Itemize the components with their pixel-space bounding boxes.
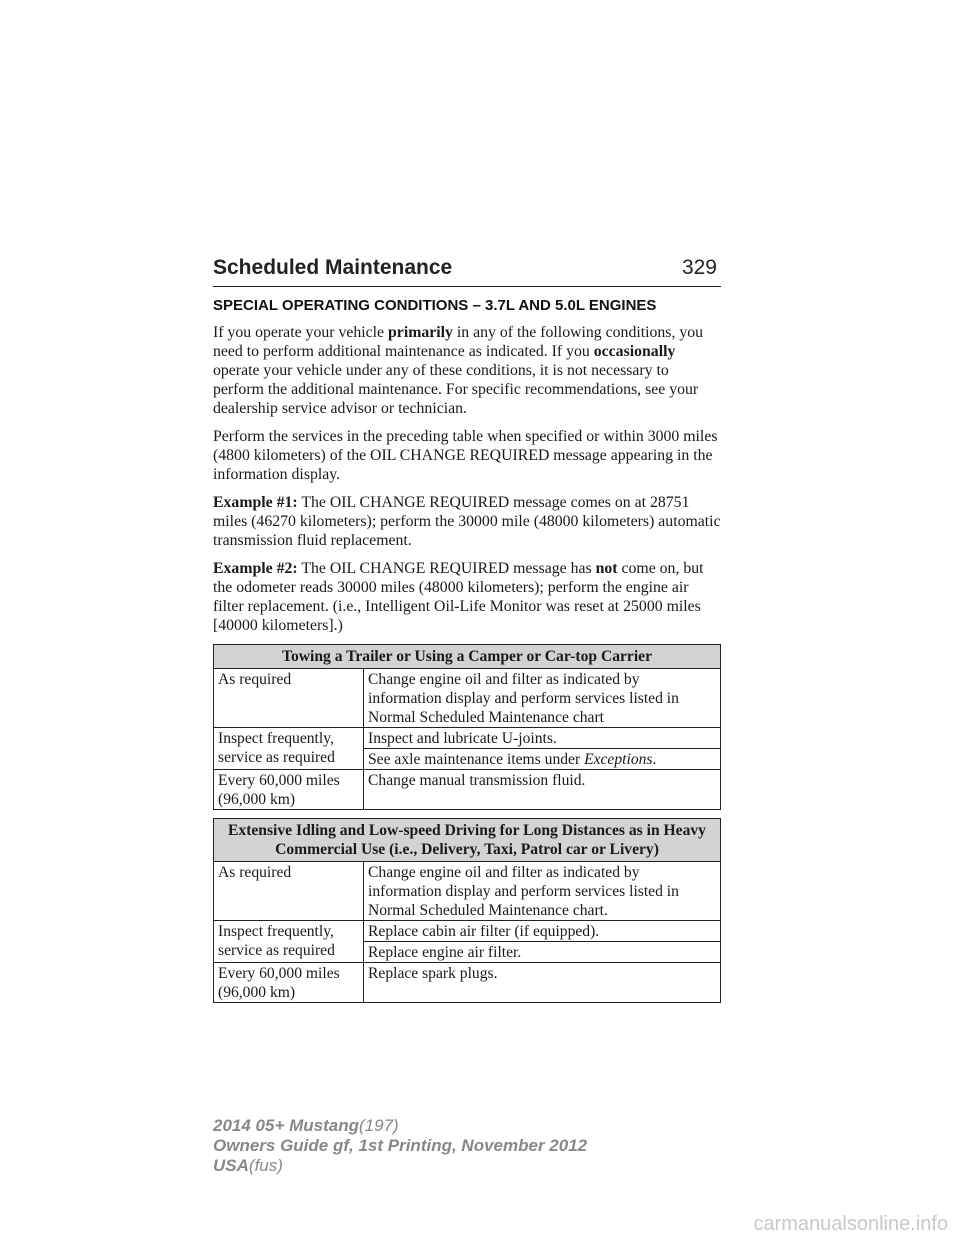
text-run: operate your vehicle under any of these conditions, it is not necessary to perform the additional maintenance. For specific recommendations, see your dealership service advisor or technician. bbox=[213, 362, 699, 417]
table-row bbox=[214, 669, 721, 728]
footer-code: (197) bbox=[359, 1116, 399, 1135]
example-1-label: Example #1: bbox=[213, 494, 298, 511]
interval-cell: Every 60,000 miles (96,000 km) bbox=[214, 770, 364, 810]
text-run: See axle maintenance items under bbox=[368, 751, 585, 768]
footer-printing: Owners Guide gf, 1st Printing, November 2012 bbox=[213, 1136, 588, 1155]
table-row bbox=[214, 963, 721, 1003]
interval-cell: As required bbox=[214, 862, 364, 921]
action-cell: Inspect and lubricate U-joints. bbox=[364, 728, 721, 749]
table-title: Towing a Trailer or Using a Camper or Car-top Carrier bbox=[214, 645, 721, 669]
table-header-row bbox=[214, 645, 721, 669]
section-title: SPECIAL OPERATING CONDITIONS – 3.7L AND 5.0L ENGINES bbox=[213, 297, 657, 314]
text-run: . bbox=[652, 751, 657, 768]
text-run: If you operate your vehicle bbox=[213, 324, 389, 341]
emphasis-primarily: primarily bbox=[388, 324, 453, 341]
footer-model: 2014 05+ Mustang bbox=[213, 1116, 359, 1135]
page-content bbox=[213, 297, 723, 1011]
page-number: 329 bbox=[681, 256, 717, 279]
interval-cell: Inspect frequently, service as required bbox=[214, 921, 364, 963]
example-1 bbox=[213, 493, 723, 550]
footer-line bbox=[213, 1156, 587, 1176]
emphasis-not: not bbox=[595, 560, 618, 577]
table-header-row bbox=[214, 819, 721, 862]
table-row bbox=[214, 921, 721, 942]
text-run: in any of the following conditions, you need to perform additional maintenance as indicated. If you bbox=[213, 324, 704, 360]
intro-paragraph bbox=[213, 323, 723, 418]
text-run: The OIL CHANGE REQUIRED message has bbox=[297, 560, 596, 577]
emphasis-occasionally: occasionally bbox=[593, 343, 676, 360]
table-row bbox=[214, 770, 721, 810]
example-1-text: The OIL CHANGE REQUIRED message comes on at 28751 miles (46270 kilometers); perform the 30000 mile (48000 kilometers) automatic transmission fluid replacement. bbox=[213, 494, 721, 549]
interval-cell: Inspect frequently, service as required bbox=[214, 728, 364, 770]
page-header bbox=[213, 256, 721, 287]
table-row bbox=[214, 728, 721, 749]
action-cell bbox=[364, 749, 721, 770]
interval-cell: As required bbox=[214, 669, 364, 728]
footer-line bbox=[213, 1116, 587, 1136]
chapter-title: Scheduled Maintenance bbox=[213, 256, 453, 279]
footer-market: USA bbox=[213, 1156, 249, 1175]
towing-table bbox=[213, 644, 721, 810]
table-title: Extensive Idling and Low-speed Driving for Long Distances as in Heavy Commercial Use (i.e., Delivery, Taxi, Patrol car or Livery) bbox=[214, 819, 721, 862]
action-cell: Change manual transmission fluid. bbox=[364, 770, 721, 810]
action-cell: Replace engine air filter. bbox=[364, 942, 721, 963]
action-cell: Change engine oil and filter as indicated by information display and perform services listed in Normal Scheduled Maintenance chart bbox=[364, 669, 721, 728]
action-cell: Change engine oil and filter as indicated by information display and perform services listed in Normal Scheduled Maintenance chart. bbox=[364, 862, 721, 921]
interval-cell: Every 60,000 miles (96,000 km) bbox=[214, 963, 364, 1003]
print-footer bbox=[213, 1116, 587, 1176]
action-cell: Replace spark plugs. bbox=[364, 963, 721, 1003]
example-2-label: Example #2: bbox=[213, 560, 298, 577]
watermark: carmanualsonline.info bbox=[753, 1213, 948, 1235]
idling-table bbox=[213, 818, 721, 1003]
footer-market-code: (fus) bbox=[248, 1156, 283, 1175]
example-2 bbox=[213, 559, 723, 635]
action-cell: Replace cabin air filter (if equipped). bbox=[364, 921, 721, 942]
services-paragraph: Perform the services in the preceding table when specified or within 3000 miles (4800 kilometers) of the OIL CHANGE REQUIRED message appearing in the information display. bbox=[213, 428, 718, 483]
exceptions-reference: Exceptions bbox=[584, 751, 653, 768]
table-row bbox=[214, 862, 721, 921]
text-run: come on, but the odometer reads 30000 miles (48000 kilometers); perform the engine air filter replacement. (i.e., Intelligent Oil-Life Monitor was reset at 25000 miles [40000 kilometers].) bbox=[213, 560, 704, 634]
